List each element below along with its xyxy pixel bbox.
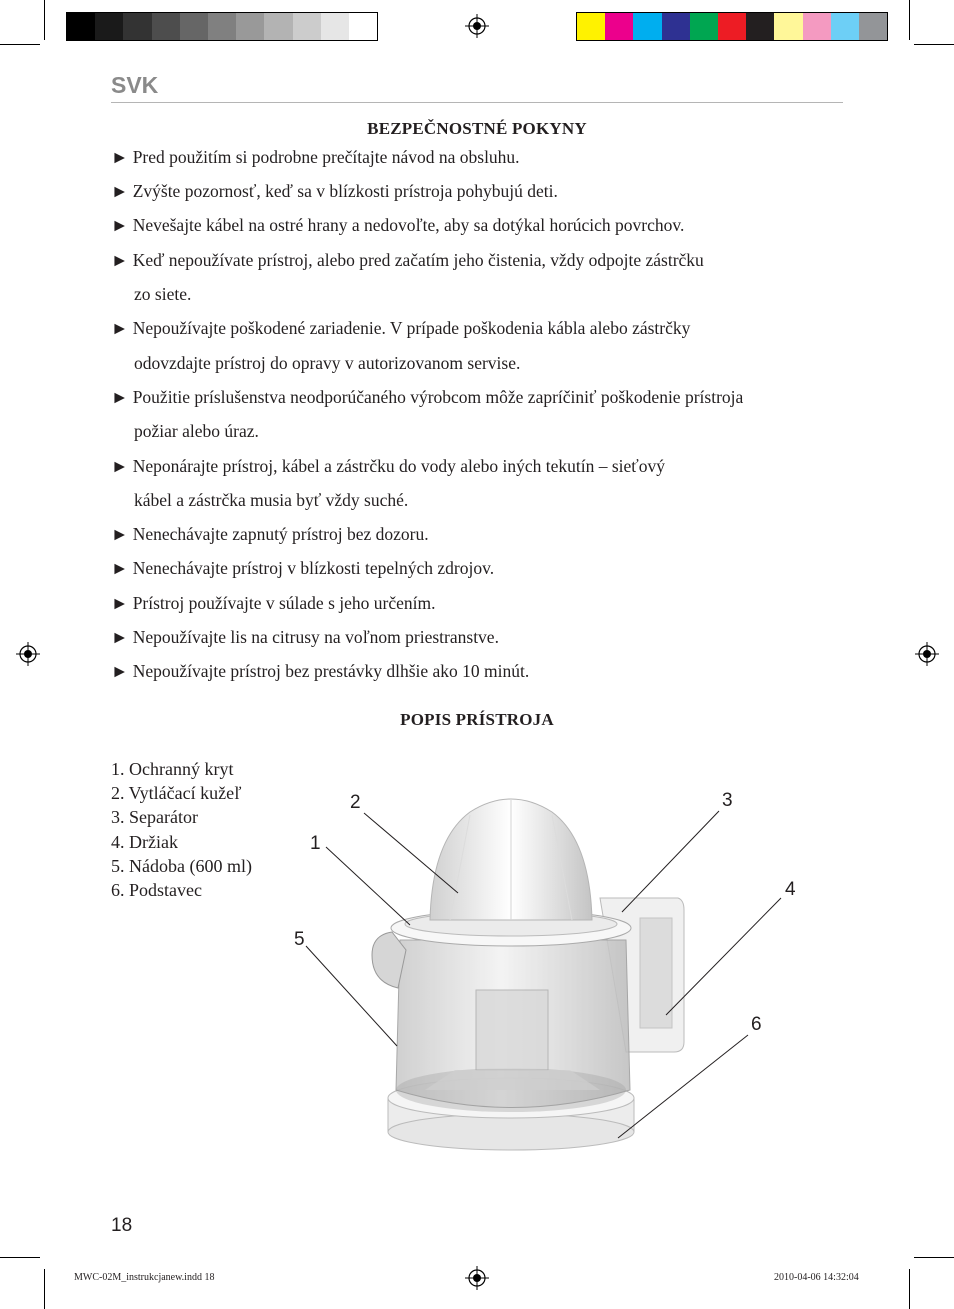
swatch xyxy=(774,13,802,40)
safety-item: ► Pred použitím si podrobne prečítajte návod na obsluhu. xyxy=(111,147,520,167)
safety-item-continuation: kábel a zástrčka musia byť vždy suché. xyxy=(134,490,409,510)
swatch xyxy=(67,13,95,40)
swatch xyxy=(690,13,718,40)
callout-number: 1 xyxy=(310,833,321,854)
parts-list xyxy=(111,757,252,902)
swatch xyxy=(152,13,180,40)
swatch xyxy=(95,13,123,40)
swatch xyxy=(718,13,746,40)
crop-mark xyxy=(44,1269,45,1309)
juicer-illustration xyxy=(290,780,810,1180)
part-item: 4. Držiak xyxy=(111,831,178,852)
callout-number: 6 xyxy=(751,1014,762,1035)
swatch xyxy=(803,13,831,40)
part-item: 1. Ochranný kryt xyxy=(111,759,234,779)
swatch xyxy=(831,13,859,40)
crop-mark xyxy=(44,0,45,40)
swatch xyxy=(662,13,690,40)
part-item: 2. Vytláčací kužeľ xyxy=(111,783,242,804)
gray-color-bar xyxy=(66,12,378,41)
safety-item-continuation: požiar alebo úraz. xyxy=(134,421,259,441)
swatch xyxy=(321,13,349,40)
safety-item-continuation: zo siete. xyxy=(134,284,192,304)
swatch xyxy=(180,13,208,40)
swatch xyxy=(859,13,887,40)
slug-date: 2010-04-06 14:32:04 xyxy=(774,1272,859,1283)
crop-mark xyxy=(914,44,954,45)
registration-mark-icon xyxy=(16,642,40,666)
crop-mark xyxy=(0,44,40,45)
registration-mark-icon xyxy=(465,1266,489,1290)
safety-item: ► Nepoužívajte lis na citrusy na voľnom priestranstve. xyxy=(111,627,499,647)
callout-number: 2 xyxy=(350,792,361,813)
safety-item: ► Nepoužívajte poškodené zariadenie. V prípade poškodenia kábla alebo zástrčky xyxy=(111,318,691,338)
part-item: 5. Nádoba (600 ml) xyxy=(111,855,252,876)
swatch xyxy=(236,13,264,40)
safety-item: ► Neponárajte prístroj, kábel a zástrčku do vody alebo iných tekutín – sieťový xyxy=(111,456,666,476)
safety-item: ► Nenechávajte zapnutý prístroj bez dozoru. xyxy=(111,524,429,544)
safety-title: BEZPEČNOSTNÉ POKYNY xyxy=(367,119,587,138)
slug-file: MWC-02M_instrukcjanew.indd 18 xyxy=(74,1272,215,1283)
crop-mark xyxy=(0,1257,40,1258)
swatch xyxy=(208,13,236,40)
safety-item: ► Nevešajte kábel na ostré hrany a nedovoľte, aby sa dotýkal horúcich povrchov. xyxy=(111,215,685,235)
swatch xyxy=(293,13,321,40)
safety-item: ► Nenechávajte prístroj v blízkosti tepelných zdrojov. xyxy=(111,558,495,578)
crop-mark xyxy=(909,1269,910,1309)
swatch xyxy=(123,13,151,40)
part-item: 6. Podstavec xyxy=(111,880,202,901)
crop-mark xyxy=(909,0,910,40)
callout-number: 4 xyxy=(785,879,796,900)
part-item: 3. Separátor xyxy=(111,807,198,828)
swatch xyxy=(577,13,605,40)
page-number: 18 xyxy=(111,1215,133,1236)
swatch xyxy=(746,13,774,40)
crop-mark xyxy=(914,1257,954,1258)
header-rule xyxy=(111,102,843,103)
swatch xyxy=(264,13,292,40)
registration-mark-icon xyxy=(915,642,939,666)
safety-item-continuation: odovzdajte prístroj do opravy v autorizovanom servise. xyxy=(134,353,521,373)
swatch xyxy=(349,13,377,40)
callout-number: 5 xyxy=(294,929,305,950)
callout-number: 3 xyxy=(722,790,733,811)
safety-item: ► Keď nepoužívate prístroj, alebo pred začatím jeho čistenia, vždy odpojte zástrčku xyxy=(111,250,704,270)
description-title: POPIS PRÍSTROJA xyxy=(400,710,554,729)
safety-item: ► Zvýšte pozornosť, keď sa v blízkosti prístroja pohybujú deti. xyxy=(111,181,558,201)
safety-item: ► Prístroj používajte v súlade s jeho určením. xyxy=(111,593,436,613)
registration-mark-icon xyxy=(465,14,489,38)
safety-item: ► Nepoužívajte prístroj bez prestávky dlhšie ako 10 minút. xyxy=(111,661,530,681)
swatch xyxy=(605,13,633,40)
language-label: SVK xyxy=(111,72,159,98)
cmyk-color-bar xyxy=(576,12,888,41)
swatch xyxy=(633,13,661,40)
safety-item: ► Použitie príslušenstva neodporúčaného výrobcom môže zapríčiniť poškodenie prístroja xyxy=(111,387,744,407)
